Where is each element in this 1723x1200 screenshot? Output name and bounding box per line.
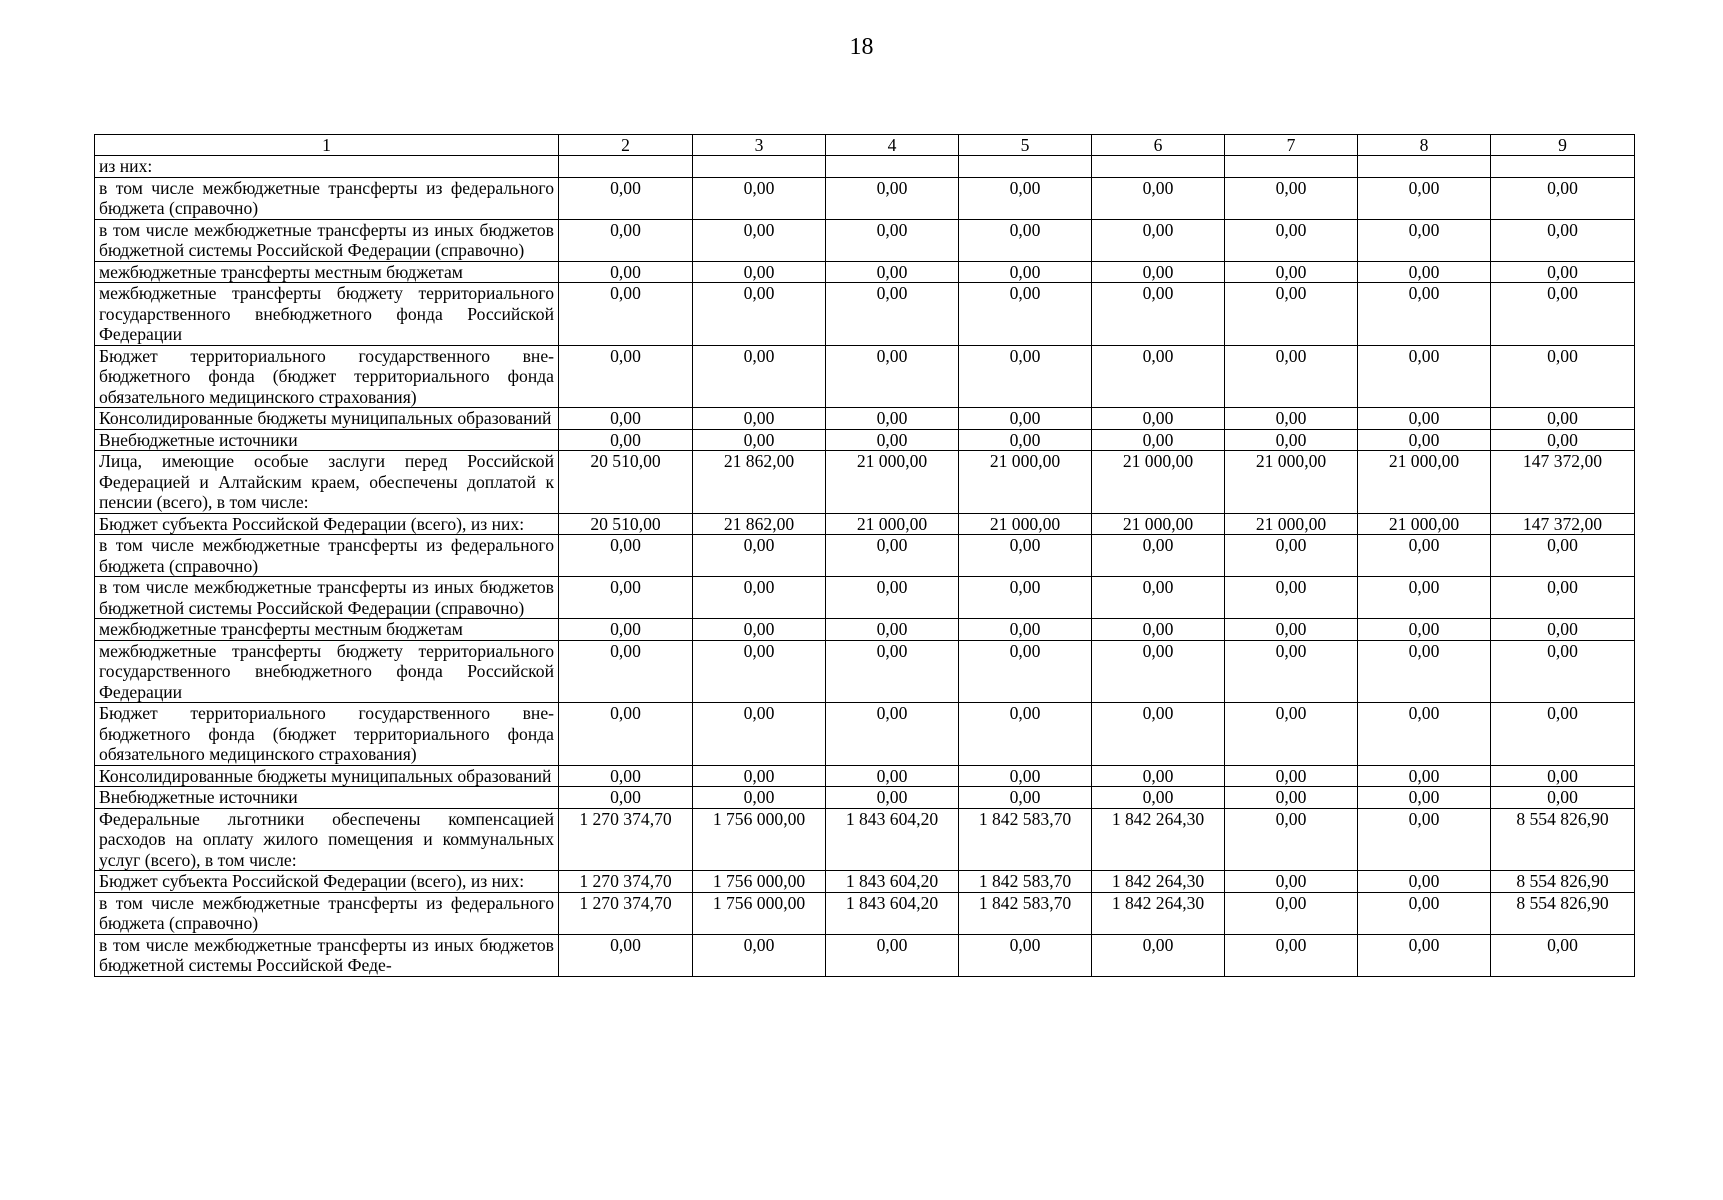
value-cell: 0,00 <box>1491 535 1635 577</box>
value-cell: 0,00 <box>693 177 826 219</box>
row-label: Консолидированные бюджеты муниципальных образований <box>95 408 559 430</box>
value-cell: 0,00 <box>1491 577 1635 619</box>
value-cell: 0,00 <box>1358 808 1491 871</box>
table-row <box>95 513 1635 535</box>
value-cell: 21 000,00 <box>959 451 1092 514</box>
value-cell: 0,00 <box>1358 177 1491 219</box>
value-cell: 0,00 <box>826 261 959 283</box>
table-row <box>95 408 1635 430</box>
value-cell: 0,00 <box>1225 640 1358 703</box>
row-label: из них: <box>95 156 559 178</box>
value-cell: 0,00 <box>559 261 693 283</box>
value-cell: 0,00 <box>959 765 1092 787</box>
value-cell: 1 756 000,00 <box>693 871 826 893</box>
value-cell: 0,00 <box>1092 261 1225 283</box>
table-row <box>95 640 1635 703</box>
value-cell: 0,00 <box>559 577 693 619</box>
value-cell: 0,00 <box>693 934 826 976</box>
value-cell: 1 842 583,70 <box>959 871 1092 893</box>
table-row <box>95 619 1635 641</box>
value-cell: 0,00 <box>559 429 693 451</box>
table-row <box>95 345 1635 408</box>
table-row <box>95 892 1635 934</box>
value-cell: 8 554 826,90 <box>1491 892 1635 934</box>
table-row <box>95 156 1635 178</box>
row-label: Внебюджетные источники <box>95 429 559 451</box>
value-cell: 0,00 <box>1225 283 1358 346</box>
value-cell: 0,00 <box>1491 177 1635 219</box>
value-cell <box>1358 156 1491 178</box>
value-cell: 0,00 <box>693 787 826 809</box>
value-cell: 0,00 <box>1491 219 1635 261</box>
row-label: Бюджет территориального государственного внебюджетного фонда (бюджет территориального фонда обязательного медицинского страхования) <box>95 703 559 766</box>
row-label: Внебюджетные источники <box>95 787 559 809</box>
value-cell: 0,00 <box>693 619 826 641</box>
row-label: в том числе межбюджетные трансферты из иных бюджетов бюджетной системы Российской Федерации (справочно) <box>95 577 559 619</box>
value-cell: 8 554 826,90 <box>1491 808 1635 871</box>
value-cell: 0,00 <box>826 219 959 261</box>
value-cell: 0,00 <box>559 408 693 430</box>
value-cell: 0,00 <box>826 408 959 430</box>
value-cell: 1 842 264,30 <box>1092 808 1225 871</box>
value-cell: 0,00 <box>1092 283 1225 346</box>
table-row <box>95 429 1635 451</box>
value-cell: 0,00 <box>959 261 1092 283</box>
value-cell: 0,00 <box>1092 345 1225 408</box>
value-cell: 0,00 <box>559 640 693 703</box>
value-cell: 0,00 <box>1358 261 1491 283</box>
value-cell: 0,00 <box>826 577 959 619</box>
value-cell: 0,00 <box>826 703 959 766</box>
value-cell: 0,00 <box>959 640 1092 703</box>
value-cell: 1 843 604,20 <box>826 892 959 934</box>
value-cell: 0,00 <box>693 429 826 451</box>
table-row <box>95 808 1635 871</box>
value-cell: 0,00 <box>1225 871 1358 893</box>
value-cell: 0,00 <box>559 283 693 346</box>
value-cell <box>693 156 826 178</box>
row-label: в том числе межбюджетные трансферты из федерального бюджета (справочно) <box>95 177 559 219</box>
value-cell <box>559 156 693 178</box>
value-cell: 0,00 <box>1491 640 1635 703</box>
column-header-9: 9 <box>1491 135 1635 156</box>
column-header-1: 1 <box>95 135 559 156</box>
value-cell: 0,00 <box>959 408 1092 430</box>
value-cell: 0,00 <box>693 765 826 787</box>
value-cell: 0,00 <box>1225 345 1358 408</box>
value-cell: 0,00 <box>693 219 826 261</box>
value-cell: 0,00 <box>826 345 959 408</box>
value-cell: 0,00 <box>959 429 1092 451</box>
value-cell: 21 000,00 <box>826 513 959 535</box>
value-cell: 0,00 <box>559 787 693 809</box>
row-label: Бюджет территориального государственного внебюджетного фонда (бюджет территориального фонда обязательного медицинского страхования) <box>95 345 559 408</box>
value-cell: 0,00 <box>693 345 826 408</box>
value-cell: 0,00 <box>559 535 693 577</box>
value-cell: 0,00 <box>1358 787 1491 809</box>
value-cell: 0,00 <box>1225 765 1358 787</box>
value-cell: 20 510,00 <box>559 513 693 535</box>
value-cell: 0,00 <box>1092 429 1225 451</box>
table-row <box>95 261 1635 283</box>
row-label: в том числе межбюджетные трансферты из федерального бюджета (справочно) <box>95 892 559 934</box>
row-label: межбюджетные трансферты бюджету территориального государственного внебюджетного фонда Российской Федерации <box>95 640 559 703</box>
value-cell: 0,00 <box>1225 535 1358 577</box>
value-cell: 0,00 <box>1092 619 1225 641</box>
value-cell: 0,00 <box>826 765 959 787</box>
value-cell: 0,00 <box>1358 892 1491 934</box>
value-cell: 0,00 <box>826 787 959 809</box>
row-label: межбюджетные трансферты местным бюджетам <box>95 619 559 641</box>
value-cell: 0,00 <box>959 283 1092 346</box>
table-row <box>95 765 1635 787</box>
table-row <box>95 934 1635 976</box>
table-row <box>95 177 1635 219</box>
value-cell: 0,00 <box>1225 577 1358 619</box>
value-cell: 0,00 <box>826 934 959 976</box>
value-cell: 0,00 <box>693 535 826 577</box>
value-cell: 0,00 <box>1491 765 1635 787</box>
table-row <box>95 703 1635 766</box>
value-cell: 21 862,00 <box>693 513 826 535</box>
value-cell: 0,00 <box>959 535 1092 577</box>
value-cell: 0,00 <box>1225 619 1358 641</box>
row-label: в том числе межбюджетные трансферты из федерального бюджета (справочно) <box>95 535 559 577</box>
column-header-8: 8 <box>1358 135 1491 156</box>
value-cell: 1 842 264,30 <box>1092 871 1225 893</box>
page-number: 18 <box>849 34 874 60</box>
value-cell: 0,00 <box>1491 261 1635 283</box>
value-cell <box>1092 156 1225 178</box>
value-cell <box>1491 156 1635 178</box>
value-cell: 0,00 <box>1491 934 1635 976</box>
row-label: Лица, имеющие особые заслуги перед Российской Федерацией и Алтайским краем, обеспечены доплатой к пенсии (всего), в том числе: <box>95 451 559 514</box>
value-cell: 21 000,00 <box>1092 513 1225 535</box>
value-cell: 0,00 <box>693 640 826 703</box>
value-cell: 0,00 <box>959 577 1092 619</box>
value-cell: 1 270 374,70 <box>559 871 693 893</box>
table-row <box>95 871 1635 893</box>
value-cell: 1 270 374,70 <box>559 808 693 871</box>
value-cell: 0,00 <box>1225 703 1358 766</box>
value-cell: 0,00 <box>959 219 1092 261</box>
value-cell: 21 000,00 <box>959 513 1092 535</box>
value-cell: 0,00 <box>1491 703 1635 766</box>
value-cell: 0,00 <box>1092 219 1225 261</box>
value-cell: 0,00 <box>693 703 826 766</box>
value-cell: 0,00 <box>1092 577 1225 619</box>
value-cell: 0,00 <box>959 345 1092 408</box>
table-row <box>95 787 1635 809</box>
row-label: Федеральные льготники обеспечены компенсацией расходов на оплату жилого помещения и коммунальных услуг (всего), в том числе: <box>95 808 559 871</box>
value-cell: 0,00 <box>1092 408 1225 430</box>
value-cell: 0,00 <box>1358 345 1491 408</box>
value-cell: 0,00 <box>693 577 826 619</box>
value-cell: 0,00 <box>1358 871 1491 893</box>
value-cell: 0,00 <box>1358 283 1491 346</box>
value-cell: 0,00 <box>1358 429 1491 451</box>
table-row <box>95 535 1635 577</box>
value-cell: 0,00 <box>559 619 693 641</box>
column-header-6: 6 <box>1092 135 1225 156</box>
value-cell: 0,00 <box>826 640 959 703</box>
value-cell: 1 842 583,70 <box>959 892 1092 934</box>
column-header-3: 3 <box>693 135 826 156</box>
value-cell: 21 000,00 <box>1225 513 1358 535</box>
table-row <box>95 219 1635 261</box>
value-cell <box>1225 156 1358 178</box>
value-cell: 1 756 000,00 <box>693 892 826 934</box>
value-cell <box>826 156 959 178</box>
value-cell: 0,00 <box>1358 640 1491 703</box>
value-cell: 20 510,00 <box>559 451 693 514</box>
value-cell: 0,00 <box>1358 577 1491 619</box>
value-cell: 0,00 <box>1491 619 1635 641</box>
value-cell: 0,00 <box>826 535 959 577</box>
row-label: Консолидированные бюджеты муниципальных образований <box>95 765 559 787</box>
value-cell: 0,00 <box>559 703 693 766</box>
row-label: межбюджетные трансферты местным бюджетам <box>95 261 559 283</box>
value-cell: 0,00 <box>559 177 693 219</box>
value-cell: 0,00 <box>1092 640 1225 703</box>
value-cell: 0,00 <box>1491 787 1635 809</box>
value-cell: 0,00 <box>959 619 1092 641</box>
table-body <box>95 156 1635 977</box>
value-cell: 0,00 <box>1358 535 1491 577</box>
value-cell: 0,00 <box>559 345 693 408</box>
row-label: в том числе межбюджетные трансферты из иных бюджетов бюджетной системы Российской Федерации (справочно) <box>95 219 559 261</box>
value-cell: 0,00 <box>959 703 1092 766</box>
value-cell: 21 000,00 <box>1358 513 1491 535</box>
value-cell: 0,00 <box>826 619 959 641</box>
value-cell: 0,00 <box>1491 283 1635 346</box>
value-cell: 0,00 <box>959 177 1092 219</box>
value-cell <box>959 156 1092 178</box>
value-cell: 0,00 <box>1358 703 1491 766</box>
value-cell: 0,00 <box>1225 787 1358 809</box>
value-cell: 0,00 <box>1092 703 1225 766</box>
value-cell: 0,00 <box>1225 261 1358 283</box>
value-cell: 0,00 <box>1092 177 1225 219</box>
row-label: межбюджетные трансферты бюджету территориального государственного внебюджетного фонда Российской Федерации <box>95 283 559 346</box>
value-cell: 0,00 <box>1092 765 1225 787</box>
value-cell: 0,00 <box>559 219 693 261</box>
value-cell: 1 843 604,20 <box>826 871 959 893</box>
value-cell: 1 843 604,20 <box>826 808 959 871</box>
value-cell: 0,00 <box>1358 219 1491 261</box>
value-cell: 0,00 <box>1358 619 1491 641</box>
value-cell: 0,00 <box>1358 765 1491 787</box>
value-cell: 8 554 826,90 <box>1491 871 1635 893</box>
value-cell: 0,00 <box>1358 934 1491 976</box>
value-cell: 0,00 <box>1225 892 1358 934</box>
row-label: в том числе межбюджетные трансферты из иных бюджетов бюджетной системы Российской Феде- <box>95 934 559 976</box>
table-row <box>95 451 1635 514</box>
value-cell: 147 372,00 <box>1491 513 1635 535</box>
value-cell: 0,00 <box>1491 408 1635 430</box>
value-cell: 0,00 <box>1092 535 1225 577</box>
value-cell: 21 000,00 <box>1092 451 1225 514</box>
value-cell: 0,00 <box>1225 408 1358 430</box>
value-cell: 0,00 <box>1491 429 1635 451</box>
value-cell: 0,00 <box>826 429 959 451</box>
value-cell: 1 842 264,30 <box>1092 892 1225 934</box>
value-cell: 0,00 <box>693 408 826 430</box>
value-cell: 21 000,00 <box>826 451 959 514</box>
column-header-7: 7 <box>1225 135 1358 156</box>
value-cell: 0,00 <box>1092 787 1225 809</box>
value-cell: 0,00 <box>693 261 826 283</box>
value-cell: 0,00 <box>826 177 959 219</box>
table-row <box>95 577 1635 619</box>
row-label: Бюджет субъекта Российской Федерации (всего), из них: <box>95 871 559 893</box>
value-cell: 1 756 000,00 <box>693 808 826 871</box>
value-cell: 0,00 <box>1491 345 1635 408</box>
value-cell: 0,00 <box>559 934 693 976</box>
value-cell: 0,00 <box>826 283 959 346</box>
value-cell: 0,00 <box>1092 934 1225 976</box>
column-header-2: 2 <box>559 135 693 156</box>
value-cell: 21 000,00 <box>1225 451 1358 514</box>
value-cell: 0,00 <box>693 283 826 346</box>
value-cell: 21 862,00 <box>693 451 826 514</box>
value-cell: 21 000,00 <box>1358 451 1491 514</box>
value-cell: 147 372,00 <box>1491 451 1635 514</box>
table-row <box>95 283 1635 346</box>
budget-table <box>94 134 1635 977</box>
value-cell: 0,00 <box>1225 429 1358 451</box>
value-cell: 0,00 <box>1358 408 1491 430</box>
value-cell: 0,00 <box>1225 219 1358 261</box>
value-cell: 0,00 <box>559 765 693 787</box>
row-label: Бюджет субъекта Российской Федерации (всего), из них: <box>95 513 559 535</box>
value-cell: 1 842 583,70 <box>959 808 1092 871</box>
value-cell: 0,00 <box>1225 934 1358 976</box>
header-row <box>95 135 1635 156</box>
value-cell: 0,00 <box>959 934 1092 976</box>
value-cell: 0,00 <box>1225 177 1358 219</box>
value-cell: 0,00 <box>1225 808 1358 871</box>
column-header-4: 4 <box>826 135 959 156</box>
value-cell: 1 270 374,70 <box>559 892 693 934</box>
value-cell: 0,00 <box>959 787 1092 809</box>
column-header-5: 5 <box>959 135 1092 156</box>
